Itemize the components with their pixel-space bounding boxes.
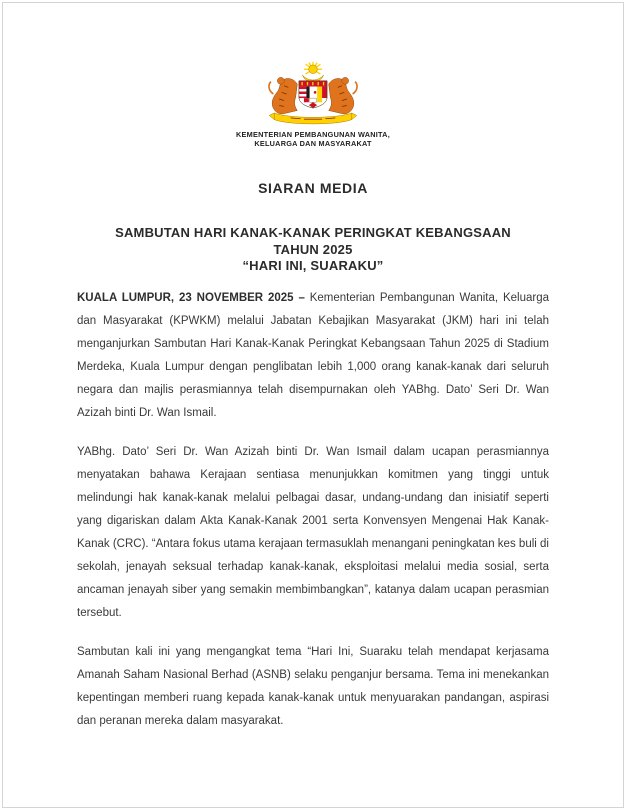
- paragraph-2: YABhg. Dato’ Seri Dr. Wan Azizah binti Dr. Wan Ismail dalam ucapan perasmiannya menyatakan bahawa Kerajaan sentiasa menunjukkan komitmen yang tinggi untuk melindungi hak kanak-kanak melalui pelbagai dasar, undang-undang dan inisiatif seperti yang digariskan dalam Akta Kanak-Kanak 2001 serta Konvensyen Mengenai Hak Kanak-Kanak (CRC). “Antara fokus utama kerajaan termasuklah menangani peningkatan kes buli di sekolah, jenayah seksual terhadap kanak-kanak, eksploitasi melalui media sosial, serta ancaman jenayah siber yang semakin membimbangkan”, katanya dalam ucapan perasmian tersebut.: [77, 445, 549, 619]
- title-line3: “HARI INI, SUARAKU”: [242, 258, 384, 274]
- press-release-body: [77, 287, 549, 733]
- document-type-heading: SIARAN MEDIA: [258, 180, 368, 197]
- press-release-page: [2, 2, 624, 808]
- ministry-name-line1: KEMENTERIAN PEMBANGUNAN WANITA,: [236, 130, 390, 139]
- press-release-title: [3, 225, 623, 275]
- malaysia-coat-of-arms-icon: [259, 61, 367, 127]
- title-line2: TAHUN 2025: [273, 241, 353, 257]
- title-line1: SAMBUTAN HARI KANAK-KANAK PERINGKAT KEBANGSAAN: [115, 225, 511, 241]
- paragraph-1-text: Kementerian Pembangunan Wanita, Keluarga dan Masyarakat (KPWKM) melalui Jabatan Kebajikan Masyarakat (JKM) hari ini telah menganjurkan Sambutan Hari Kanak-Kanak Peringkat Kebangsaan Tahun 2025 di Stadium Merdeka, Kuala Lumpur dengan penglibatan lebih 1,000 orang kanak-kanak dari seluruh negara dan majlis perasmiannya telah disempurnakan oleh YABhg. Dato’ Seri Dr. Wan Azizah binti Dr. Wan Ismail.: [77, 291, 550, 419]
- ministry-crest: [3, 61, 623, 148]
- paragraph-1: [77, 287, 549, 425]
- paragraph-1-dateline: KUALA LUMPUR, 23 NOVEMBER 2025 –: [77, 291, 305, 304]
- ministry-name-line2: KELUARGA DAN MASYARAKAT: [254, 138, 372, 148]
- paragraph-3: Sambutan kali ini yang mengangkat tema “Hari Ini, Suaraku telah mendapat kerjasama Amanah Saham Nasional Berhad (ASNB) selaku penganjur bersama. Tema ini menekankan kepentingan memberi ruang kepada kanak-kanak untuk menyuarakan pandangan, aspirasi dan peranan mereka dalam masyarakat.: [77, 645, 549, 727]
